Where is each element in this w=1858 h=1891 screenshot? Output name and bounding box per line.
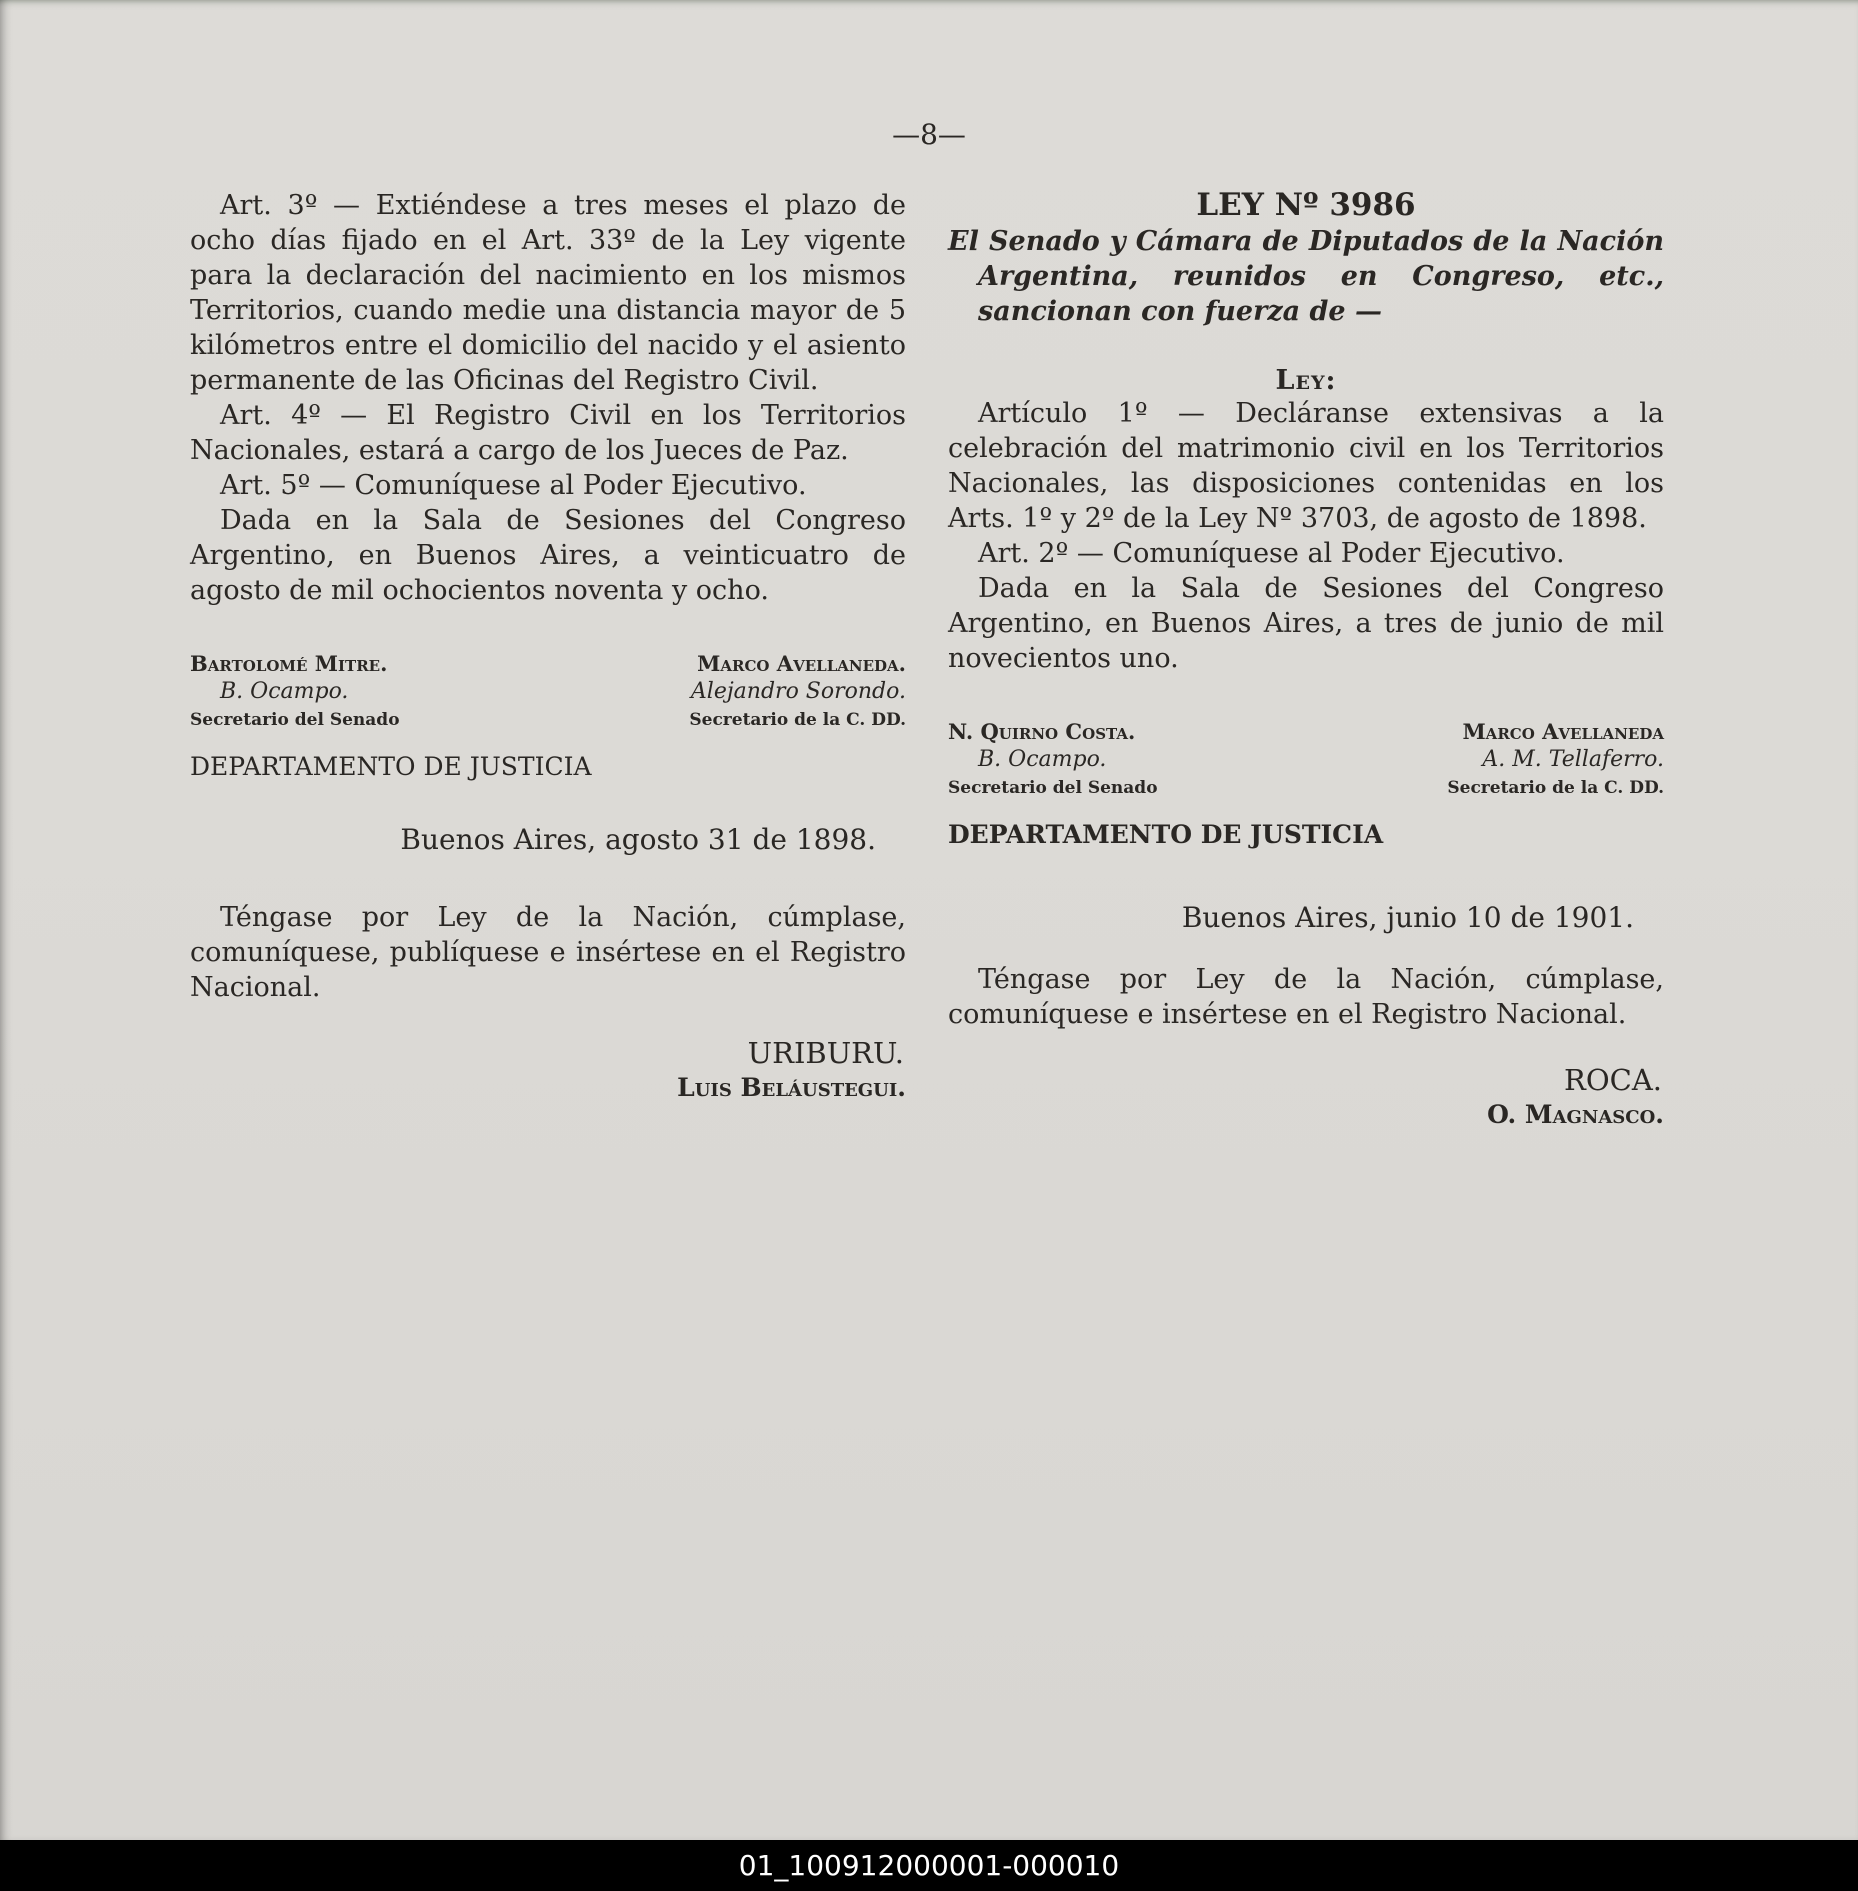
senate-role: Secretario del Senado	[948, 778, 1158, 798]
article-1: Artículo 1º — Decláranse extensivas a la celebración del matrimonio civil en los Territorios Nacionales, las disposiciones contenidas en los Arts. 1º y 2º de la Ley Nº 3703, de agosto de 1898.	[948, 398, 1664, 534]
executive-signature	[948, 1062, 1664, 1132]
law-preamble: El Senado y Cámara de Diputados de la Nación Argentina, reunidos en Congreso, etc., sancionan con fuerza de —	[948, 226, 1664, 327]
chamber-signature	[1447, 718, 1664, 802]
right-column	[948, 186, 1664, 1132]
senate-secretary: B. Ocampo.	[220, 679, 349, 704]
congress-signatures	[190, 650, 906, 734]
chamber-secretary: Alejandro Sorondo.	[690, 679, 906, 704]
senate-president: N. Quirno Costa.	[948, 719, 1136, 744]
decree-date: Buenos Aires, agosto 31 de 1898.	[400, 823, 876, 856]
chamber-role: Secretario de la C. DD.	[1447, 778, 1664, 798]
senate-signature	[948, 718, 1158, 802]
article-3: Art. 3º — Extiéndese a tres meses el plazo de ocho días fijado en el Art. 33º de la Ley vigente para la declaración del nacimiento en los mismos Territorios, cuando medie una distancia mayor de 5 kilómetros entre el domicilio del nacido y el asiento permanente de las Oficinas del Registro Civil.	[190, 190, 906, 396]
senate-signature	[190, 650, 400, 734]
senate-role: Secretario del Senado	[190, 710, 400, 730]
chamber-signature	[689, 650, 906, 734]
chamber-secretary: A. M. Tellaferro.	[1482, 747, 1664, 772]
president-name: ROCA.	[1564, 1063, 1662, 1097]
left-column	[190, 188, 906, 1105]
dada-clause: Dada en la Sala de Sesiones del Congreso Argentino, en Buenos Aires, a veinticuatro de agosto de mil ochocientos noventa y ocho.	[190, 505, 906, 606]
article-5: Art. 5º — Comuníquese al Poder Ejecutivo.	[220, 470, 807, 501]
decree-date: Buenos Aires, junio 10 de 1901.	[1181, 901, 1634, 934]
department-heading: DEPARTAMENTO DE JUSTICIA	[190, 752, 592, 781]
law-title: LEY Nº 3986	[1196, 187, 1416, 223]
footer-id-bar: 01_100912000001-000010	[0, 1840, 1858, 1891]
decree-text: Téngase por Ley de la Nación, cúmplase, comuníquese, publíquese e insértese en el Registro Nacional.	[190, 902, 906, 1003]
chamber-role: Secretario de la C. DD.	[689, 710, 906, 730]
executive-signature	[190, 1035, 906, 1105]
article-4: Art. 4º — El Registro Civil en los Territorios Nacionales, estará a cargo de los Jueces de Paz.	[190, 400, 906, 466]
dada-clause: Dada en la Sala de Sesiones del Congreso Argentino, en Buenos Aires, a tres de junio de mil novecientos uno.	[948, 573, 1664, 674]
minister-name: Luis Beláustegui.	[677, 1073, 906, 1102]
page-number: —8—	[892, 118, 966, 151]
minister-name: O. Magnasco.	[1487, 1100, 1664, 1129]
chamber-president: Marco Avellaneda.	[697, 651, 906, 676]
senate-secretary: B. Ocampo.	[978, 747, 1107, 772]
president-name: URIBURU.	[747, 1036, 904, 1070]
article-2: Art. 2º — Comuníquese al Poder Ejecutivo.	[978, 538, 1565, 569]
senate-president: Bartolomé Mitre.	[190, 651, 388, 676]
ley-heading: Ley:	[1275, 365, 1337, 396]
department-heading: DEPARTAMENTO DE JUSTICIA	[948, 820, 1384, 849]
congress-signatures	[948, 718, 1664, 802]
chamber-president: Marco Avellaneda	[1462, 719, 1664, 744]
decree-text: Téngase por Ley de la Nación, cúmplase, comuníquese e insértese en el Registro Nacional.	[948, 964, 1664, 1030]
